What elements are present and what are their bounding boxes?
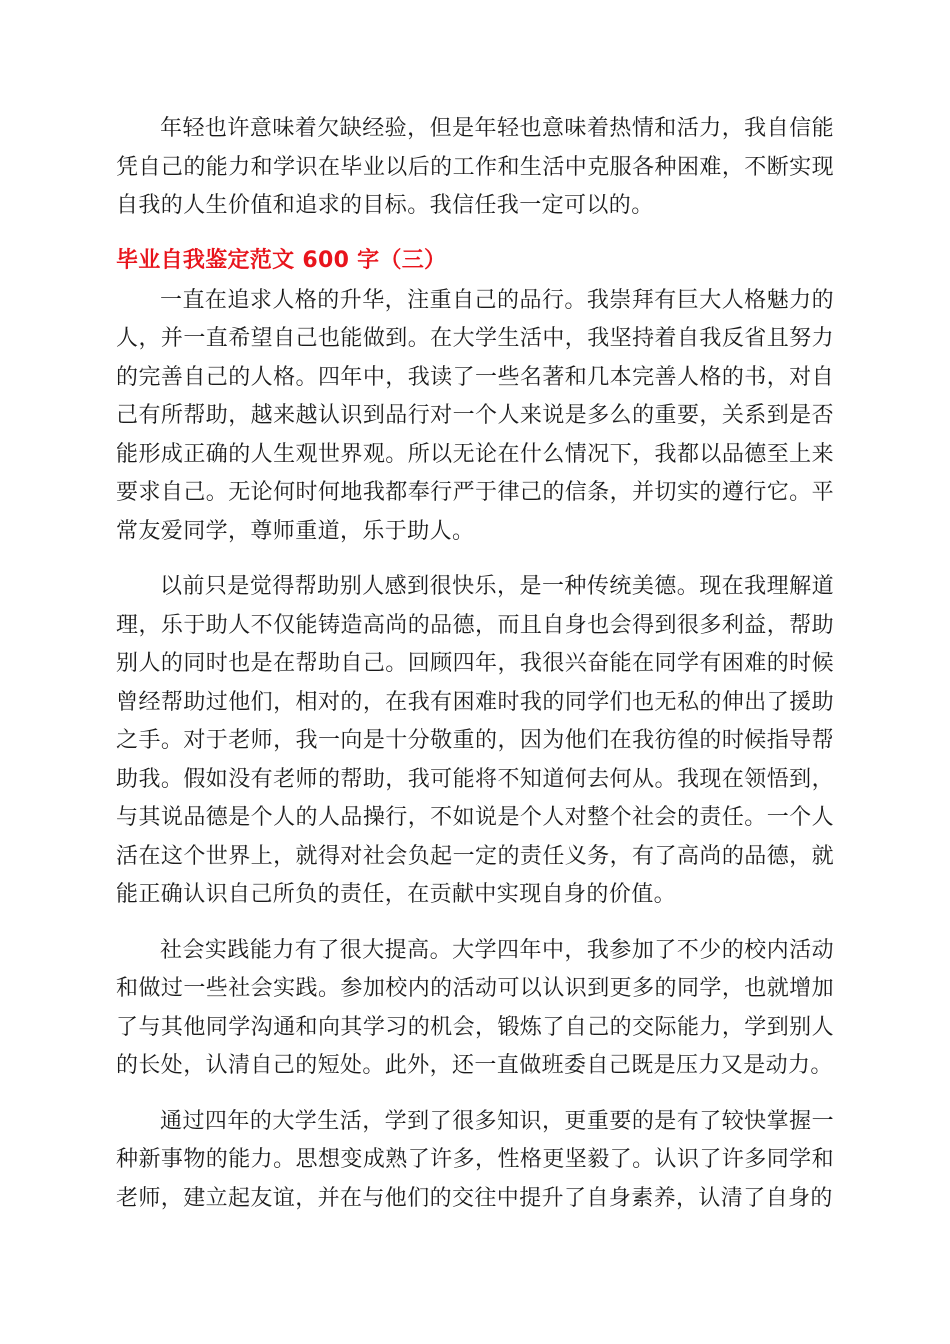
body-paragraph-1: 一直在追求人格的升华，注重自己的品行。我崇拜有巨大人格魅力的人，并一直希望自己也能做到。在大学生活中，我坚持着自我反省且努力的完善自己的人格。四年中，我读了一些名著和几本完善人格的书，对自己有所帮助，越来越认识到品行对一个人来说是多么的重要，关系到是否能形成正确的人生观世界观。所以无论在什么情况下，我都以品德至上来要求自己。无论何时何地我都奉行严于律己的信条，并切实的遵行它。平常友爱同学，尊师重道，乐于助人。 (116, 287, 834, 544)
body-paragraph-2: 以前只是觉得帮助别人感到很快乐，是一种传统美德。现在我理解道理，乐于助人不仅能铸造高尚的品德，而且自身也会得到很多利益，帮助别人的同时也是在帮助自己。回顾四年，我很兴奋能在同学有困难的时候曾经帮助过他们，相对的，在我有困难时我的同学们也无私的伸出了援助之手。对于老师，我一向是十分敬重的，因为他们在我彷徨的时候指导帮助我。假如没有老师的帮助，我可能将不知道何去何从。我现在领悟到，与其说品德是个人的人品操行，不如说是个人对整个社会的责任。一个人活在这个世界上，就得对社会负起一定的责任义务，有了高尚的品德，就能正确认识自己所负的责任，在贡献中实现自身的价值。 (116, 574, 834, 907)
body-paragraph-4: 通过四年的大学生活，学到了很多知识，更重要的是有了较快掌握一种新事物的能力。思想变成熟了许多，性格更坚毅了。认识了许多同学和老师，建立起友谊，并在与他们的交往中提升了自身素养，认清了自身的 (116, 1108, 834, 1211)
intro-paragraph: 年轻也许意味着欠缺经验，但是年轻也意味着热情和活力，我自信能凭自己的能力和学识在毕业以后的工作和生活中克服各种困难，不断实现自我的人生价值和追求的目标。我信任我一定可以的。 (116, 116, 834, 218)
document-body (116, 110, 834, 1218)
body-paragraph-3: 社会实践能力有了很大提高。大学四年中，我参加了不少的校内活动和做过一些社会实践。参加校内的活动可以认识到更多的同学，也就增加了与其他同学沟通和向其学习的机会，锻炼了自己的交际能力，学到别人的长处，认清自己的短处。此外，还一直做班委自己既是压力又是动力。 (116, 937, 834, 1078)
section-heading: 毕业自我鉴定范文 600 字（三） (116, 247, 447, 273)
